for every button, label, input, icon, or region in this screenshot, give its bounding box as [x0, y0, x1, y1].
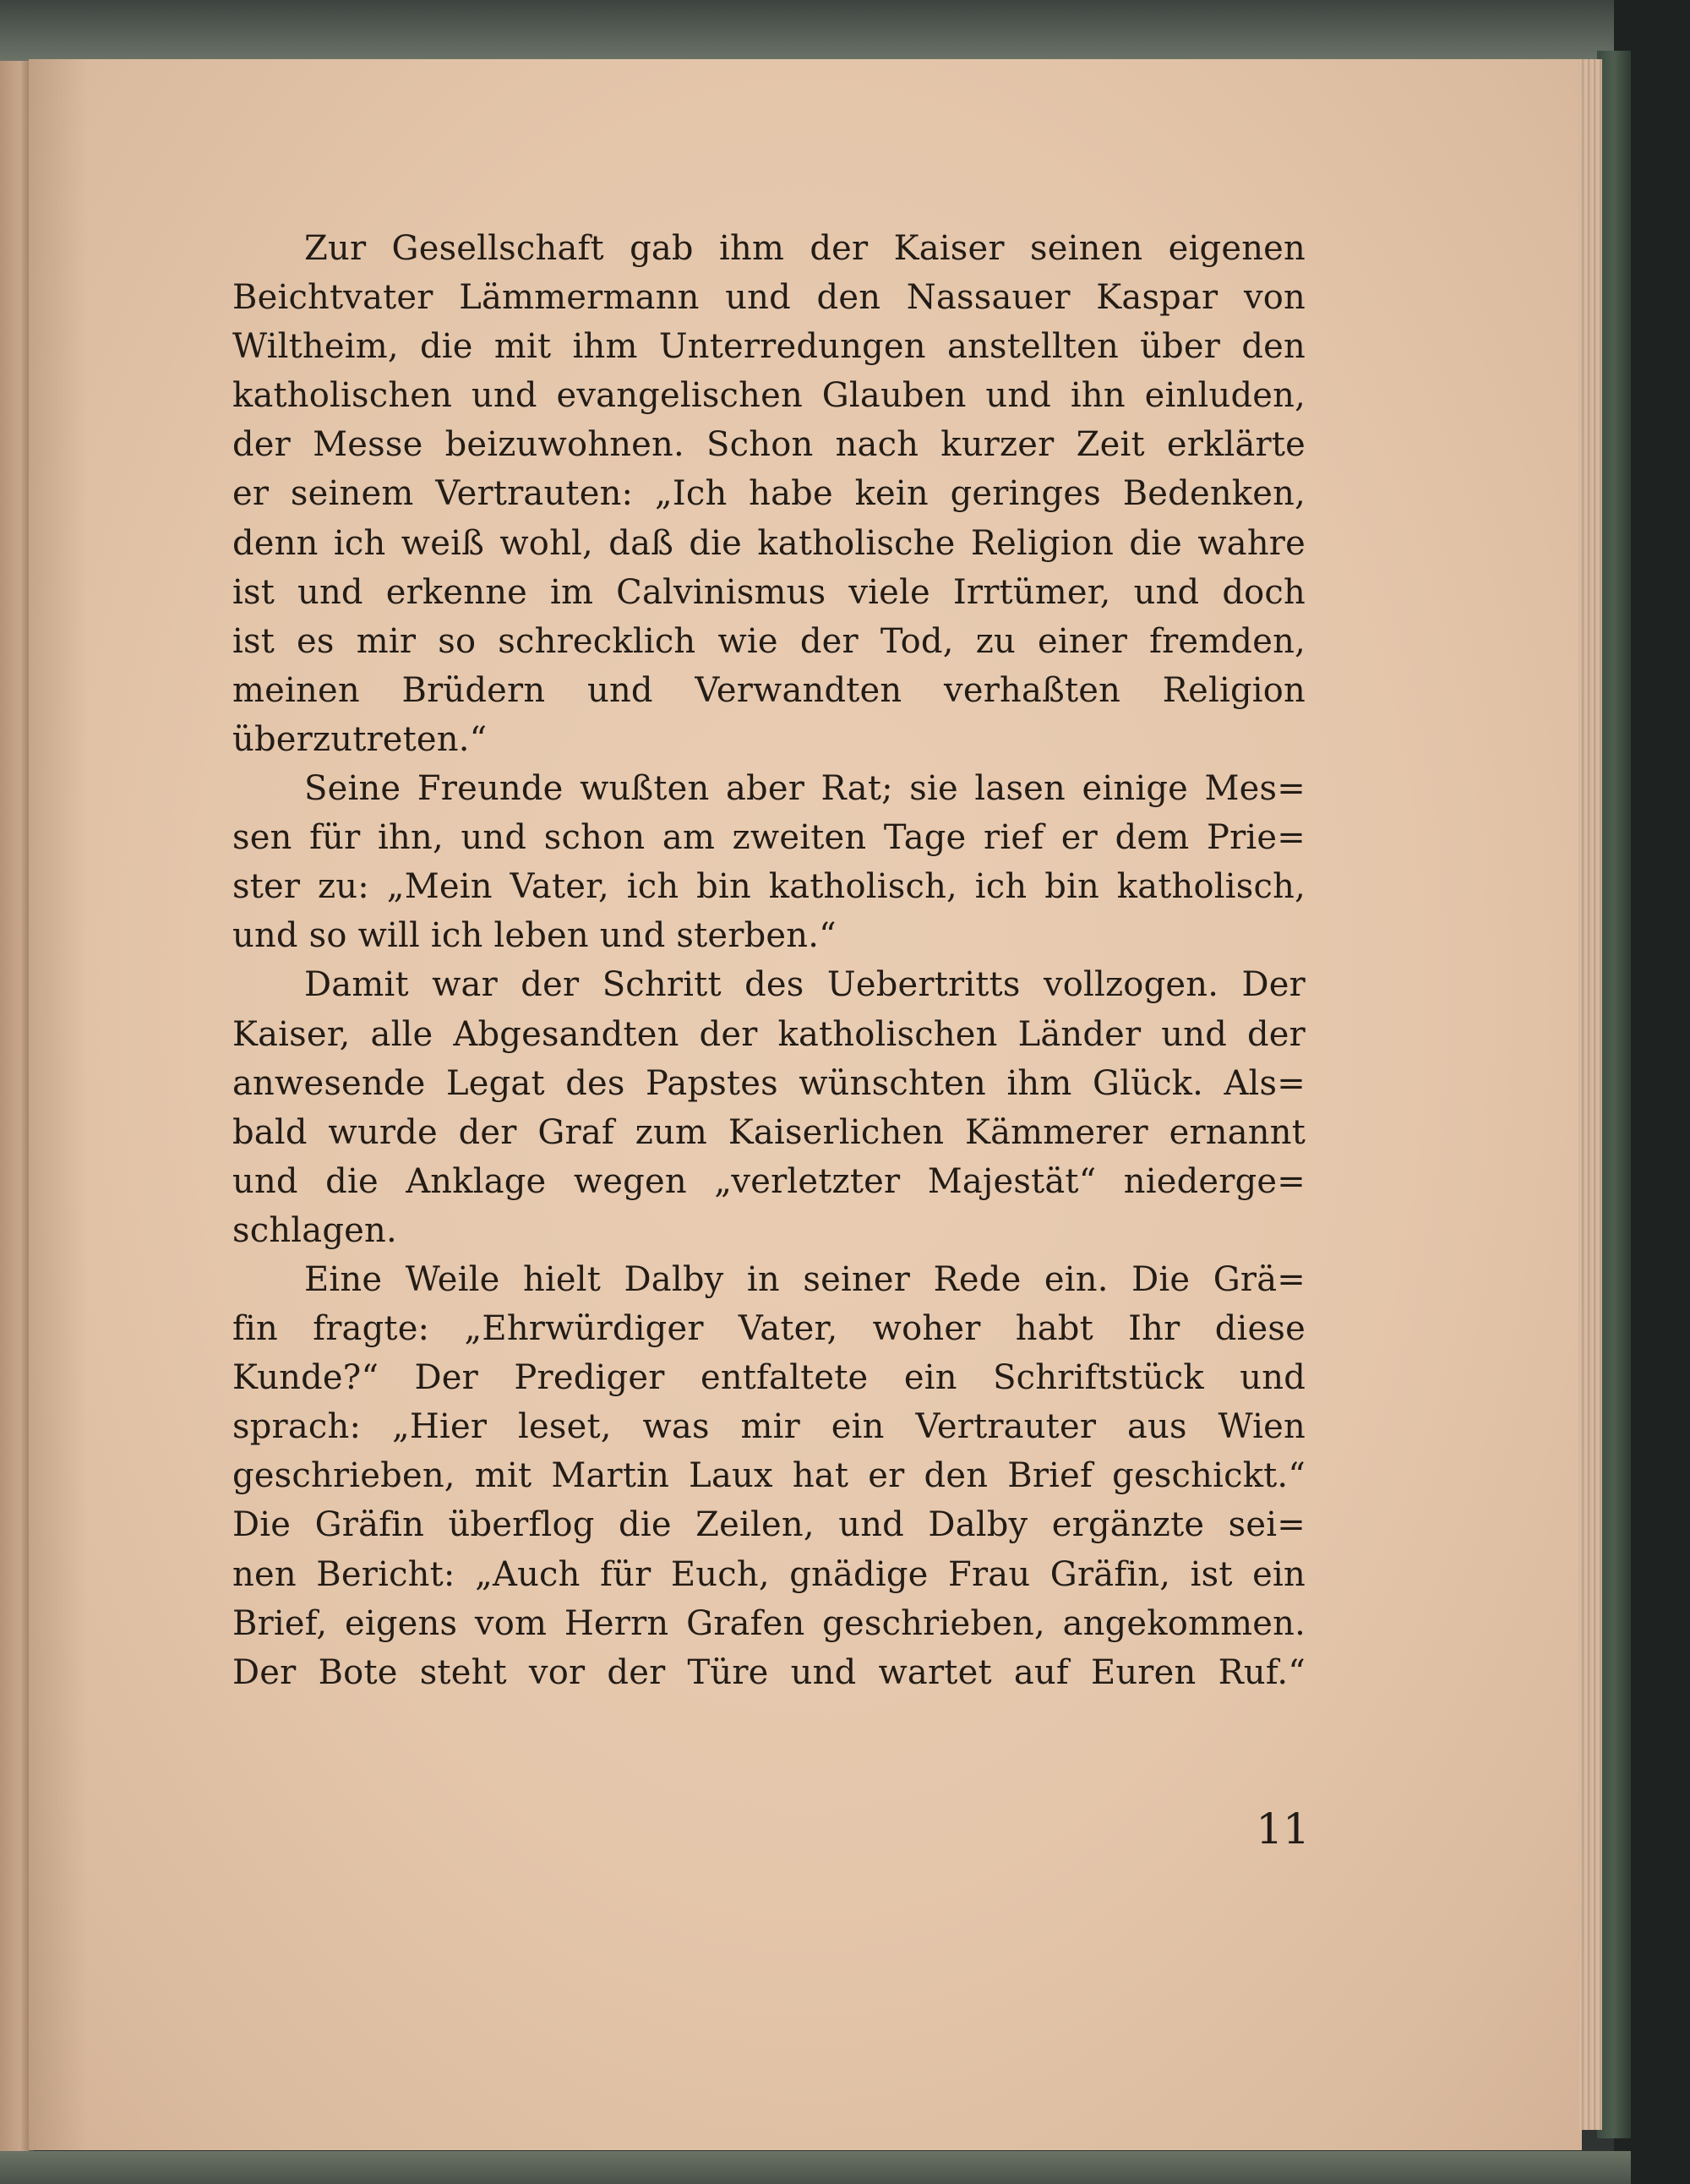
text-line: Die Gräfin überflog die Zeilen, und Dalby ergänzte sei= [232, 1505, 1306, 1545]
text-line: der Messe beizuwohnen. Schon nach kurzer Zeit erklärte [232, 425, 1306, 465]
page-number: 11 [1256, 1805, 1310, 1854]
page-stack-edges [1578, 59, 1602, 2130]
text-line: überzutreten.“ [232, 719, 488, 759]
top-board-edge [0, 0, 1622, 61]
text-line: sen für ihn, und schon am zweiten Tage rief er dem Prie= [232, 818, 1306, 858]
text-line: Brief, eigens vom Herrn Grafen geschrieben, angekommen. [232, 1603, 1306, 1643]
text-line: und die Anklage wegen „verletzter Majestät“ niederge= [232, 1161, 1306, 1201]
text-line: Damit war der Schritt des Uebertritts vollzogen. Der [304, 965, 1306, 1005]
body-text [232, 224, 1306, 1697]
text-line: Eine Weile hielt Dalby in seiner Rede ein. Die Grä= [304, 1259, 1306, 1299]
text-line: meinen Brüdern und Verwandten verhaßten Religion [232, 670, 1306, 710]
text-line: bald wurde der Graf zum Kaiserlichen Kämmerer ernannt [232, 1112, 1306, 1152]
text-line: und so will ich leben und sterben.“ [232, 916, 837, 956]
text-line: Seine Freunde wußten aber Rat; sie lasen einige Mes= [304, 769, 1306, 809]
text-line: ist es mir so schrecklich wie der Tod, zu einer fremden, [232, 621, 1306, 661]
bottom-board-edge [0, 2151, 1631, 2184]
text-line: nen Bericht: „Auch für Euch, gnädige Frau Gräfin, ist ein [232, 1554, 1306, 1594]
text-line: anwesende Legat des Papstes wünschten ihm Glück. Als= [232, 1063, 1306, 1103]
text-line: sprach: „Hier leset, was mir ein Vertrauter aus Wien [232, 1407, 1306, 1447]
text-line: Kaiser, alle Abgesandten der katholischen Länder und der [232, 1014, 1306, 1054]
text-line: Zur Gesellschaft gab ihm der Kaiser seinen eigenen [304, 229, 1306, 268]
text-line: denn ich weiß wohl, daß die katholische Religion die wahre [232, 523, 1306, 563]
text-line: Beichtvater Lämmermann und den Nassauer Kaspar von [232, 278, 1306, 318]
text-line: schlagen. [232, 1210, 397, 1250]
text-line: fin fragte: „Ehrwürdiger Vater, woher habt Ihr diese [232, 1309, 1306, 1349]
text-line: Der Bote steht vor der Türe und wartet auf Euren Ruf.“ [232, 1652, 1306, 1692]
text-line: er seinem Vertrauten: „Ich habe kein geringes Bedenken, [232, 474, 1306, 514]
text-line: Wiltheim, die mit ihm Unterredungen anstellten über den [232, 327, 1306, 367]
text-line: ster zu: „Mein Vater, ich bin katholisch, ich bin katholisch, [232, 867, 1306, 907]
previous-page-edge [0, 59, 29, 2172]
text-line: ist und erkenne im Calvinismus viele Irrtümer, und doch [232, 572, 1306, 612]
right-board-edge [1597, 51, 1631, 2138]
text-line: Kunde?“ Der Prediger entfaltete ein Schriftstück und [232, 1358, 1306, 1398]
text-line: geschrieben, mit Martin Laux hat er den Brief geschickt.“ [232, 1456, 1306, 1496]
text-line: katholischen und evangelischen Glauben und ihn einluden, [232, 376, 1306, 416]
